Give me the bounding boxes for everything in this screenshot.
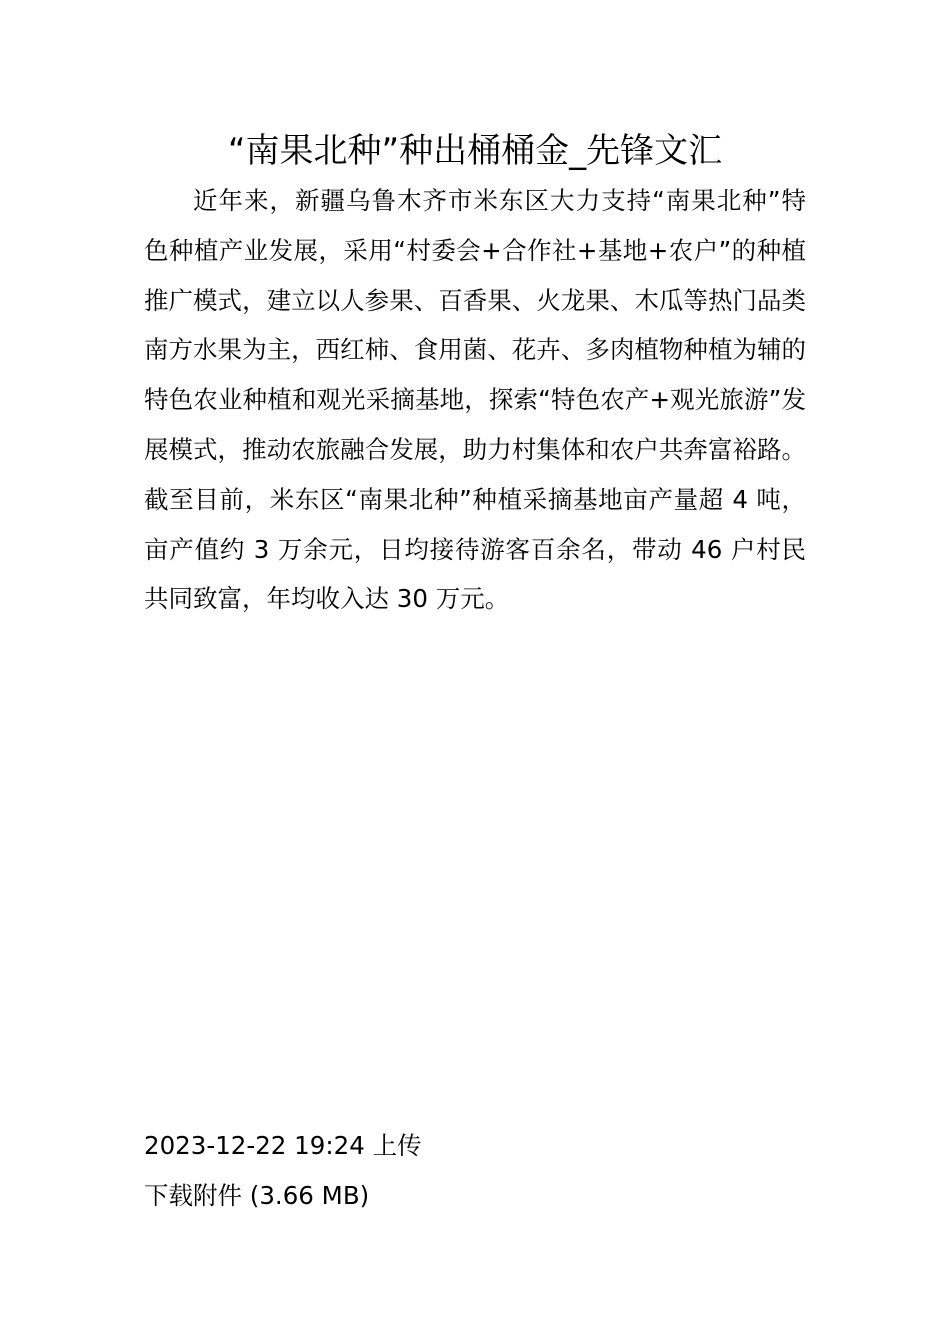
article-body: 近年来，新疆乌鲁木齐市米东区大力支持“南果北种”特色种植产业发展，采用“村委会+合作社+基地+农户”的种植推广模式，建立以人参果、百香果、火龙果、木瓜等热门品类南方水果为主，西红柿、食用菌、花卉、多肉植物种植为辅的特色农业种植和观光采摘基地，探索“特色农产+观光旅游”发展模式，推动农旅融合发展，助力村集体和农户共奔富裕路。截至目前，米东区“南果北种”种植采摘基地亩产量超 4 吨，亩产值约 3 万余元，日均接待游客百余名，带动 46 户村民共同致富，年均收入达 30 万元。 xyxy=(144,186,806,614)
download-attachment-link[interactable]: 下载附件 (3.66 MB) xyxy=(144,1181,370,1210)
upload-timestamp: 2023-12-22 19:24 上传 xyxy=(144,1131,422,1160)
page-title: “南果北种”种出桶桶金_先锋文汇 xyxy=(227,131,723,171)
